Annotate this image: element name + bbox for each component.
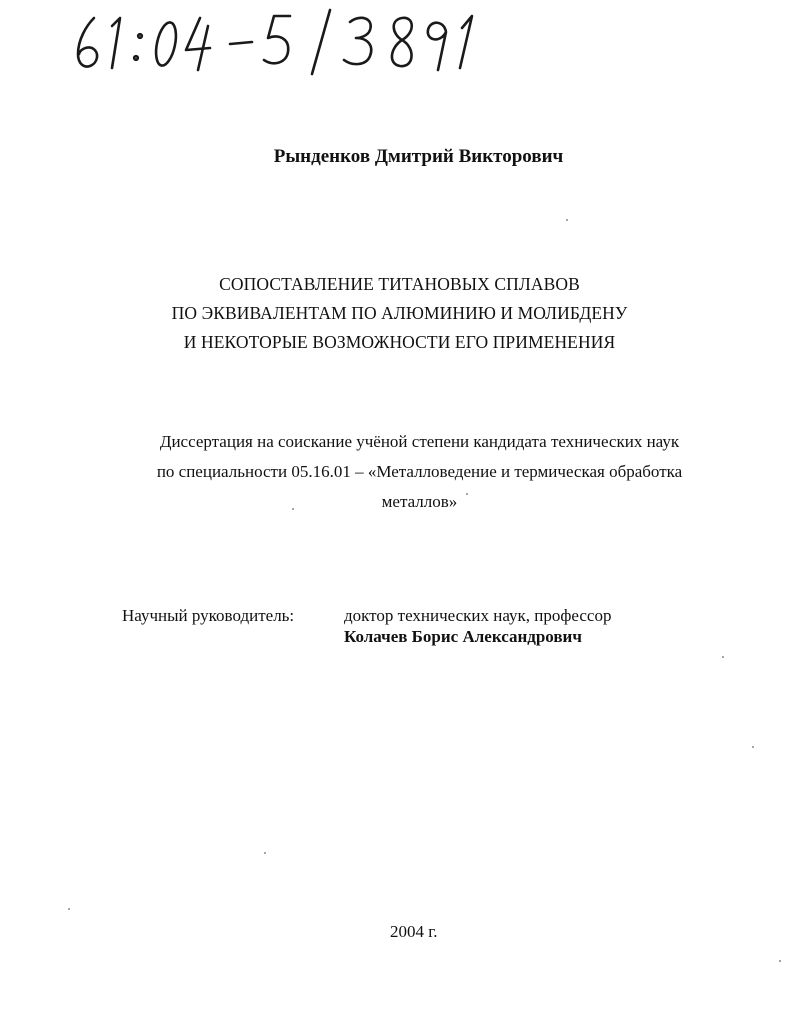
advisor-label: Научный руководитель: xyxy=(122,606,295,625)
scan-speck xyxy=(292,508,294,510)
advisor-degree: доктор технических наук, профессор xyxy=(344,606,612,625)
dissertation-description xyxy=(0,427,799,517)
scan-speck xyxy=(466,493,468,495)
title-line-1: СОПОСТАВЛЕНИЕ ТИТАНОВЫХ СПЛАВОВ xyxy=(219,274,580,294)
description-line-3: металлов» xyxy=(381,492,458,511)
scan-speck xyxy=(264,852,266,854)
scan-speck xyxy=(779,960,781,962)
year: 2004 г. xyxy=(390,922,438,941)
description-line-2: по специальности 05.16.01 – «Металловедение и термическая обработка xyxy=(156,462,683,481)
dissertation-title xyxy=(0,270,799,357)
author-name: Рынденков Дмитрий Викторович xyxy=(273,146,564,167)
scan-speck xyxy=(68,908,70,910)
description-line-1: Диссертация на соискание учёной степени кандидата технических наук xyxy=(159,432,680,451)
handwritten-archive-code xyxy=(68,4,488,82)
title-line-3: И НЕКОТОРЫЕ ВОЗМОЖНОСТИ ЕГО ПРИМЕНЕНИЯ xyxy=(183,332,616,352)
advisor-name: Колачев Борис Александрович xyxy=(344,627,582,646)
title-line-2: ПО ЭКВИВАЛЕНТАМ ПО АЛЮМИНИЮ И МОЛИБДЕНУ xyxy=(171,303,628,323)
scan-speck xyxy=(722,656,724,658)
scan-speck xyxy=(752,746,754,748)
scan-speck xyxy=(566,219,568,221)
